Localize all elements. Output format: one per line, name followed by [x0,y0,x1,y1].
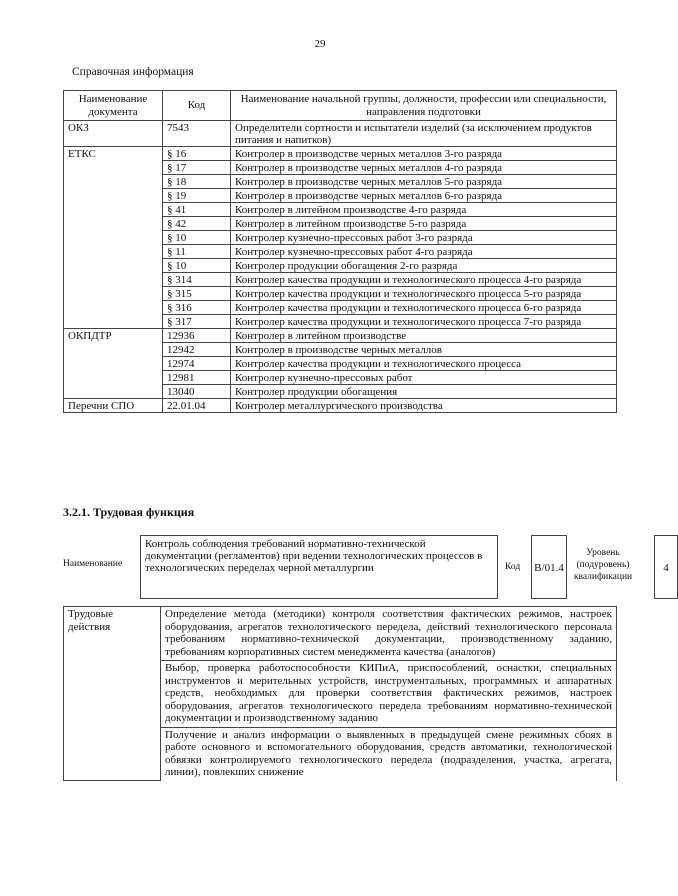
reference-doc-cell [64,357,163,371]
reference-code-cell: 12981 [163,371,231,385]
reference-table [63,90,617,413]
reference-code-cell: § 17 [163,161,231,175]
labor-action-item: Определение метода (методики) контроля соответствия фактических режимов, настроек оборудования, агрегатов технологического передела, действий технологического персонала требованиям нормативно-технической документации, производственному заданию, требованиям корпоративных систем менеджмента качества (аналогов) [161,607,617,661]
page-number: 29 [314,38,326,50]
reference-row [64,161,617,175]
reference-row [64,399,617,413]
reference-name-cell: Контролер качества продукции и технологического процесса [231,357,617,371]
reference-doc-cell [64,217,163,231]
reference-doc-cell [64,189,163,203]
reference-row [64,329,617,343]
reference-code-cell: 12942 [163,343,231,357]
reference-doc-cell [64,301,163,315]
reference-header-row [64,91,617,121]
reference-code-cell: 22.01.04 [163,399,231,413]
reference-code-cell: 12936 [163,329,231,343]
reference-doc-cell [64,245,163,259]
reference-row [64,217,617,231]
labor-action-row [64,607,617,661]
reference-code-cell: § 11 [163,245,231,259]
reference-name-cell: Контролер в производстве черных металлов 4-го разряда [231,161,617,175]
reference-row [64,259,617,273]
reference-doc-cell [64,371,163,385]
reference-doc-cell [64,259,163,273]
reference-code-cell: § 10 [163,259,231,273]
reference-doc-cell [64,287,163,301]
reference-name-cell: Контролер в производстве черных металлов 3-го разряда [231,147,617,161]
labor-function-code: B/01.4 [531,535,567,599]
labor-function-heading: 3.2.1. Трудовая функция [63,505,195,519]
reference-name-cell: Контролер качества продукции и технологического процесса 7-го разряда [231,315,617,329]
reference-name-cell: Контролер качества продукции и технологического процесса 5-го разряда [231,287,617,301]
reference-name-cell: Контролер металлургического производства [231,399,617,413]
reference-row [64,385,617,399]
reference-row [64,273,617,287]
reference-doc-cell [64,175,163,189]
reference-doc-cell [64,315,163,329]
reference-code-cell: § 18 [163,175,231,189]
reference-row [64,147,617,161]
reference-name-cell: Определители сортности и испытатели изделий (за исключением продуктов питания и напитков) [231,121,617,147]
reference-name-cell: Контролер в производстве черных металлов [231,343,617,357]
reference-name-cell: Контролер кузнечно-прессовых работ [231,371,617,385]
labor-function-code-label: Код [505,562,521,572]
reference-row [64,371,617,385]
reference-code-cell: § 315 [163,287,231,301]
reference-doc-cell [64,161,163,175]
labor-function-name: Контроль соблюдения требований нормативно-технической документации (регламентов) при ведении технологических процессов в технологических переделах черной металлургии [140,535,498,599]
reference-doc-cell [64,231,163,245]
reference-doc-cell [64,273,163,287]
header-document: Наименование документа [64,91,163,121]
reference-code-cell: § 41 [163,203,231,217]
reference-row [64,245,617,259]
reference-name-cell: Контролер в производстве черных металлов 5-го разряда [231,175,617,189]
labor-action-item: Получение и анализ информации о выявленных в предыдущей смене режимных сбоях в работе основного и вспомогательного оборудования, средств автоматики, технологической обвязки контролируемого технологического передела (подразделения, участка, агрегата, линии), повлекших снижение [161,727,617,781]
labor-action-item: Выбор, проверка работоспособности КИПиА, приспособлений, оснастки, специальных инструментов и мерительных устройств, инструментальных, программных и аппаратных средств, необходимых для проверки соответствия фактических режимов, настроек оборудования, агрегатов технологического передела требованиям нормативно-технической документации и производственному заданию [161,661,617,728]
reference-name-cell: Контролер в литейном производстве [231,329,617,343]
reference-code-cell: 12974 [163,357,231,371]
labor-function-name-label: Наименование [63,559,123,569]
reference-code-cell: § 316 [163,301,231,315]
reference-row [64,301,617,315]
reference-name-cell: Контролер продукции обогащения 2-го разряда [231,259,617,273]
reference-code-cell: § 317 [163,315,231,329]
reference-name-cell: Контролер качества продукции и технологического процесса 6-го разряда [231,301,617,315]
reference-doc-cell: ОКЗ [64,121,163,147]
reference-row [64,203,617,217]
qualification-level-label: Уровень (подуровень) квалификации [573,548,633,582]
reference-name-cell: Контролер в производстве черных металлов 6-го разряда [231,189,617,203]
reference-row [64,189,617,203]
reference-code-cell: § 10 [163,231,231,245]
reference-row [64,343,617,357]
reference-doc-cell [64,343,163,357]
labor-function-block [63,535,669,601]
reference-doc-cell: ОКПДТР [64,329,163,343]
reference-name-cell: Контролер продукции обогащения [231,385,617,399]
reference-code-cell: 13040 [163,385,231,399]
reference-row [64,121,617,147]
reference-row [64,231,617,245]
labor-actions-table [63,606,617,781]
reference-row [64,315,617,329]
reference-code-cell: § 314 [163,273,231,287]
reference-name-cell: Контролер в литейном производстве 5-го разряда [231,217,617,231]
reference-doc-cell: ЕТКС [64,147,163,161]
reference-row [64,175,617,189]
reference-code-cell: § 16 [163,147,231,161]
reference-row [64,357,617,371]
qualification-level: 4 [654,535,678,599]
reference-code-cell: 7543 [163,121,231,147]
reference-doc-cell [64,385,163,399]
reference-code-cell: § 19 [163,189,231,203]
reference-code-cell: § 42 [163,217,231,231]
reference-name-cell: Контролер качества продукции и технологического процесса 4-го разряда [231,273,617,287]
reference-doc-cell: Перечни СПО [64,399,163,413]
reference-name-cell: Контролер кузнечно-прессовых работ 4-го разряда [231,245,617,259]
reference-name-cell: Контролер кузнечно-прессовых работ 3-го разряда [231,231,617,245]
reference-doc-cell [64,203,163,217]
header-code: Код [163,91,231,121]
labor-actions-label: Трудовые действия [64,607,161,781]
reference-name-cell: Контролер в литейном производстве 4-го разряда [231,203,617,217]
reference-title: Справочная информация [72,66,194,78]
header-name: Наименование начальной группы, должности, профессии или специальности, направления подготовки [231,91,617,121]
reference-row [64,287,617,301]
